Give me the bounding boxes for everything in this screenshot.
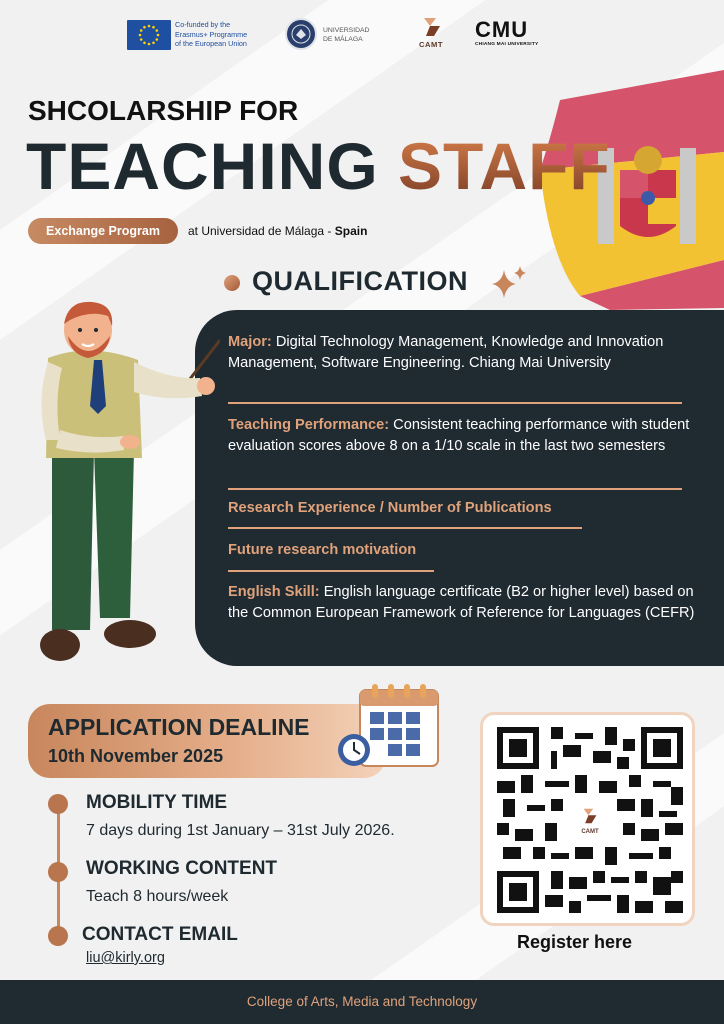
divider (228, 527, 582, 529)
divider (228, 570, 434, 572)
working-title: WORKING CONTENT (86, 858, 278, 879)
footer-bar: College of Arts, Media and Technology (0, 980, 724, 1024)
qualification-item-english (228, 582, 698, 624)
qualification-item-major (228, 332, 698, 374)
qr-center-logo (570, 801, 610, 841)
location-country: Spain (334, 224, 368, 238)
register-qr-code[interactable] (480, 712, 695, 926)
working-value: Teach 8 hours/week (86, 888, 229, 905)
timeline-dot-icon (48, 926, 68, 946)
contact-email-link[interactable]: liu@kirly.org (86, 950, 165, 966)
partner-logos (125, 14, 565, 60)
eu-flag-icon (127, 20, 171, 50)
qualification-item-research: Research Experience / Number of Publications (228, 500, 552, 516)
uma-caption (323, 27, 393, 44)
timeline-dot-icon (48, 794, 68, 814)
qualification-label: Major: (228, 334, 272, 350)
deadline-date: 10th November 2025 (48, 746, 224, 766)
qualification-heading: QUALIFICATION (252, 266, 468, 296)
contact-title: CONTACT EMAIL (82, 924, 238, 945)
camt-logo-text: CAMT (419, 40, 443, 49)
presenter-illustration (30, 300, 220, 680)
divider (228, 402, 682, 404)
headline-staff: STAFF (398, 129, 611, 203)
timeline-dot-icon (48, 862, 68, 882)
mobility-value: 7 days during 1st January – 31st July 2026. (86, 822, 395, 839)
qualification-item-teaching (228, 415, 698, 457)
coat-of-arms-icon (598, 146, 696, 244)
qualification-item-motivation: Future research motivation (228, 542, 417, 558)
uma-caption-line: DE MÁLAGA (323, 35, 363, 43)
camt-mark-icon (422, 16, 442, 38)
eu-caption-line: Co-funded by the (175, 20, 231, 29)
bullet-dot-icon (224, 275, 240, 291)
qualification-label: English Skill: (228, 584, 320, 600)
camt-logo (410, 16, 452, 58)
cmu-logo-text: CMU (475, 17, 529, 42)
sparkle-icon (490, 264, 530, 300)
exchange-program-badge: Exchange Program (28, 218, 178, 244)
mobility-title: MOBILITY TIME (86, 792, 228, 813)
erasmus-caption (175, 20, 285, 49)
divider (228, 488, 682, 490)
uma-seal-icon (285, 18, 317, 50)
uma-caption-line: UNIVERSIDAD (323, 27, 370, 34)
headline-top: SHCOLARSHIP FOR (28, 95, 299, 126)
calendar-icon (334, 682, 442, 774)
camt-mark-icon (582, 807, 598, 825)
cmu-logo-subtext: CHIANG MAI UNIVERSITY (475, 42, 539, 47)
register-label: Register here (517, 932, 633, 952)
program-location (188, 224, 367, 238)
qualification-text: Consistent teaching performance with student evaluation scores above 8 on a 1/10 scale in the last two semesters (228, 417, 690, 454)
headline-teaching: TEACHING (26, 129, 379, 203)
qr-center-text: CAMT (581, 829, 599, 835)
deadline-title: APPLICATION DEALINE (48, 714, 310, 740)
qualification-label: Teaching Performance: (228, 417, 390, 433)
eu-caption-line: of the European Union (175, 39, 247, 49)
qualification-text: Digital Technology Management, Knowledge and Innovation Management, Software Engineering. Chiang Mai University (228, 334, 664, 371)
location-prefix: at Universidad de Málaga - (188, 224, 335, 238)
headline-main (26, 128, 611, 204)
cmu-logo (475, 18, 559, 58)
eu-caption-line: Erasmus+ Programme (175, 29, 248, 39)
qualification-text: English language certificate (B2 or higher level) based on the Common European Framework of Reference for Languages (CEFR) (228, 584, 695, 621)
